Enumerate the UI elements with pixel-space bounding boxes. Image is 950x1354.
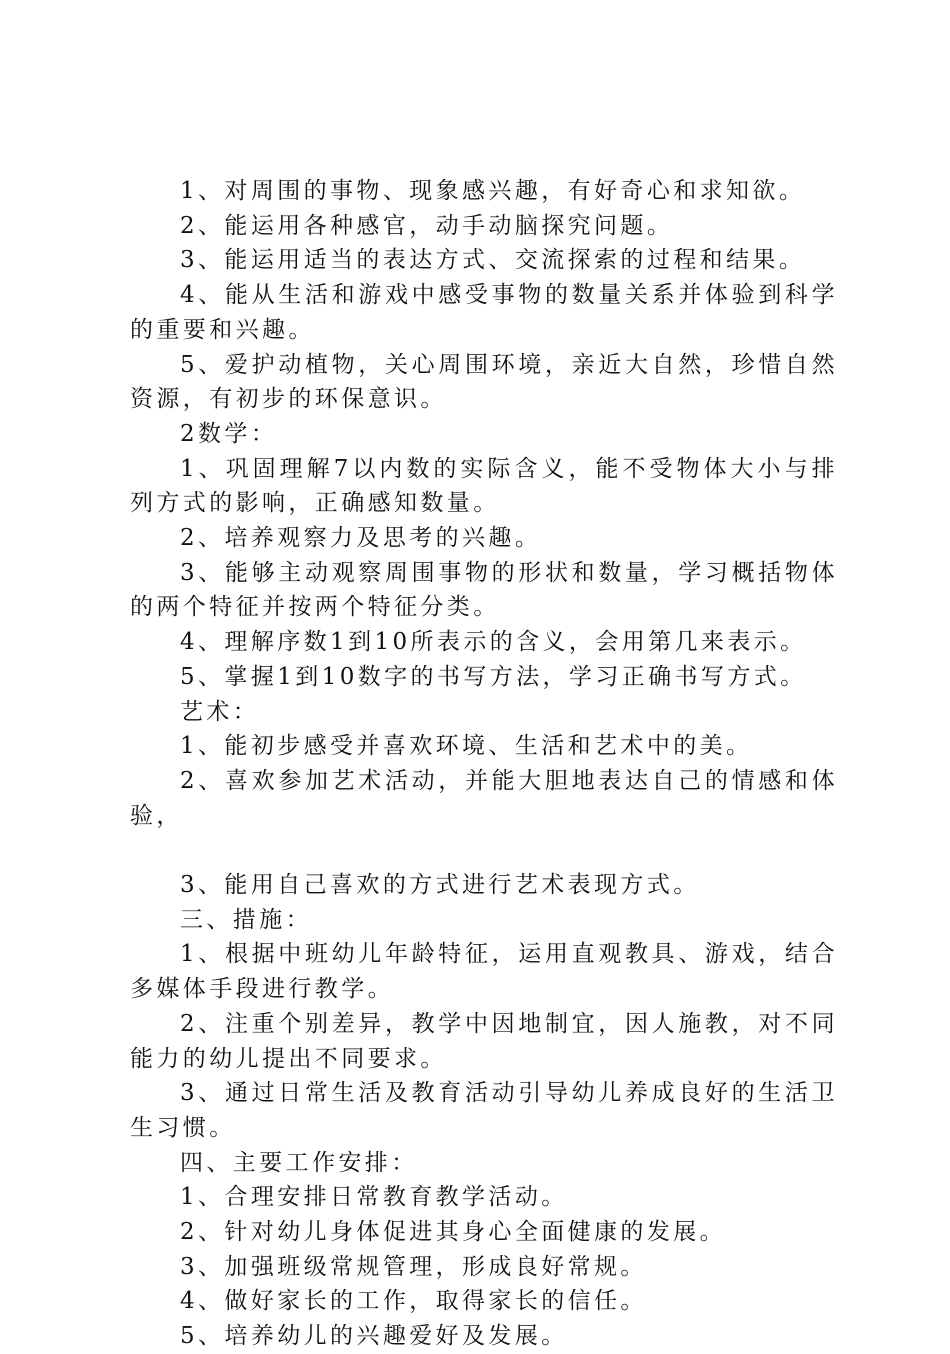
work-plan-item-5: 5、培养幼儿的兴趣爱好及发展。 <box>180 1323 568 1350</box>
measure-2: 2、注重个别差异，教学中因地制宜，因人施教，对不同能力的幼儿提出不同要求。 <box>130 1010 838 1072</box>
work-plan-heading: 四、主要工作安排： <box>180 1149 418 1176</box>
science-goal-3: 3、能运用适当的表达方式、交流探索的过程和结果。 <box>180 247 806 274</box>
art-goal-2: 2、喜欢参加艺术活动，并能大胆地表达自己的情感和体验， <box>130 767 838 829</box>
art-goal-3: 3、能用自己喜欢的方式进行艺术表现方式。 <box>180 872 700 899</box>
art-heading: 艺术： <box>180 698 260 725</box>
measure-3: 3、通过日常生活及教育活动引导幼儿养成良好的生活卫生习惯。 <box>130 1080 838 1141</box>
work-plan-item-4: 4、做好家长的工作，取得家长的信任。 <box>180 1288 647 1315</box>
science-goal-1: 1、对周围的事物、现象感兴趣，有好奇心和求知欲。 <box>180 178 806 204</box>
measures-heading: 三、措施： <box>180 906 312 933</box>
math-goal-5: 5、掌握1到10数字的书写方法，学习正确书写方式。 <box>180 663 807 690</box>
work-plan-item-3: 3、加强班级常规管理，形成良好常规。 <box>180 1253 647 1280</box>
work-plan-item-1: 1、合理安排日常教育教学活动。 <box>180 1184 568 1211</box>
math-heading: 2数学： <box>180 420 278 447</box>
science-goal-2: 2、能运用各种感官，动手动脑探究问题。 <box>180 212 674 239</box>
science-goal-5: 5、爱护动植物，关心周围环境，亲近大自然，珍惜自然资源，有初步的环保意识。 <box>130 351 838 413</box>
math-goal-3: 3、能够主动观察周围事物的形状和数量，学习概括物体的两个特征并按两个特征分类。 <box>130 559 838 621</box>
paragraph-spacer <box>130 833 838 868</box>
math-goal-4: 4、理解序数1到10所表示的含义，会用第几来表示。 <box>180 629 807 656</box>
document-body <box>130 174 838 1354</box>
measure-1: 1、根据中班幼儿年龄特征，运用直观教具、游戏，结合多媒体手段进行教学。 <box>130 941 838 1003</box>
math-goal-2: 2、培养观察力及思考的兴趣。 <box>180 525 542 552</box>
math-goal-1: 1、巩固理解7以内数的实际含义，能不受物体大小与排列方式的影响，正确感知数量。 <box>130 455 838 517</box>
work-plan-item-2: 2、针对幼儿身体促进其身心全面健康的发展。 <box>180 1219 727 1246</box>
science-goal-4: 4、能从生活和游戏中感受事物的数量关系并体验到科学的重要和兴趣。 <box>130 282 838 343</box>
art-goal-1: 1、能初步感受并喜欢环境、生活和艺术中的美。 <box>180 733 753 760</box>
